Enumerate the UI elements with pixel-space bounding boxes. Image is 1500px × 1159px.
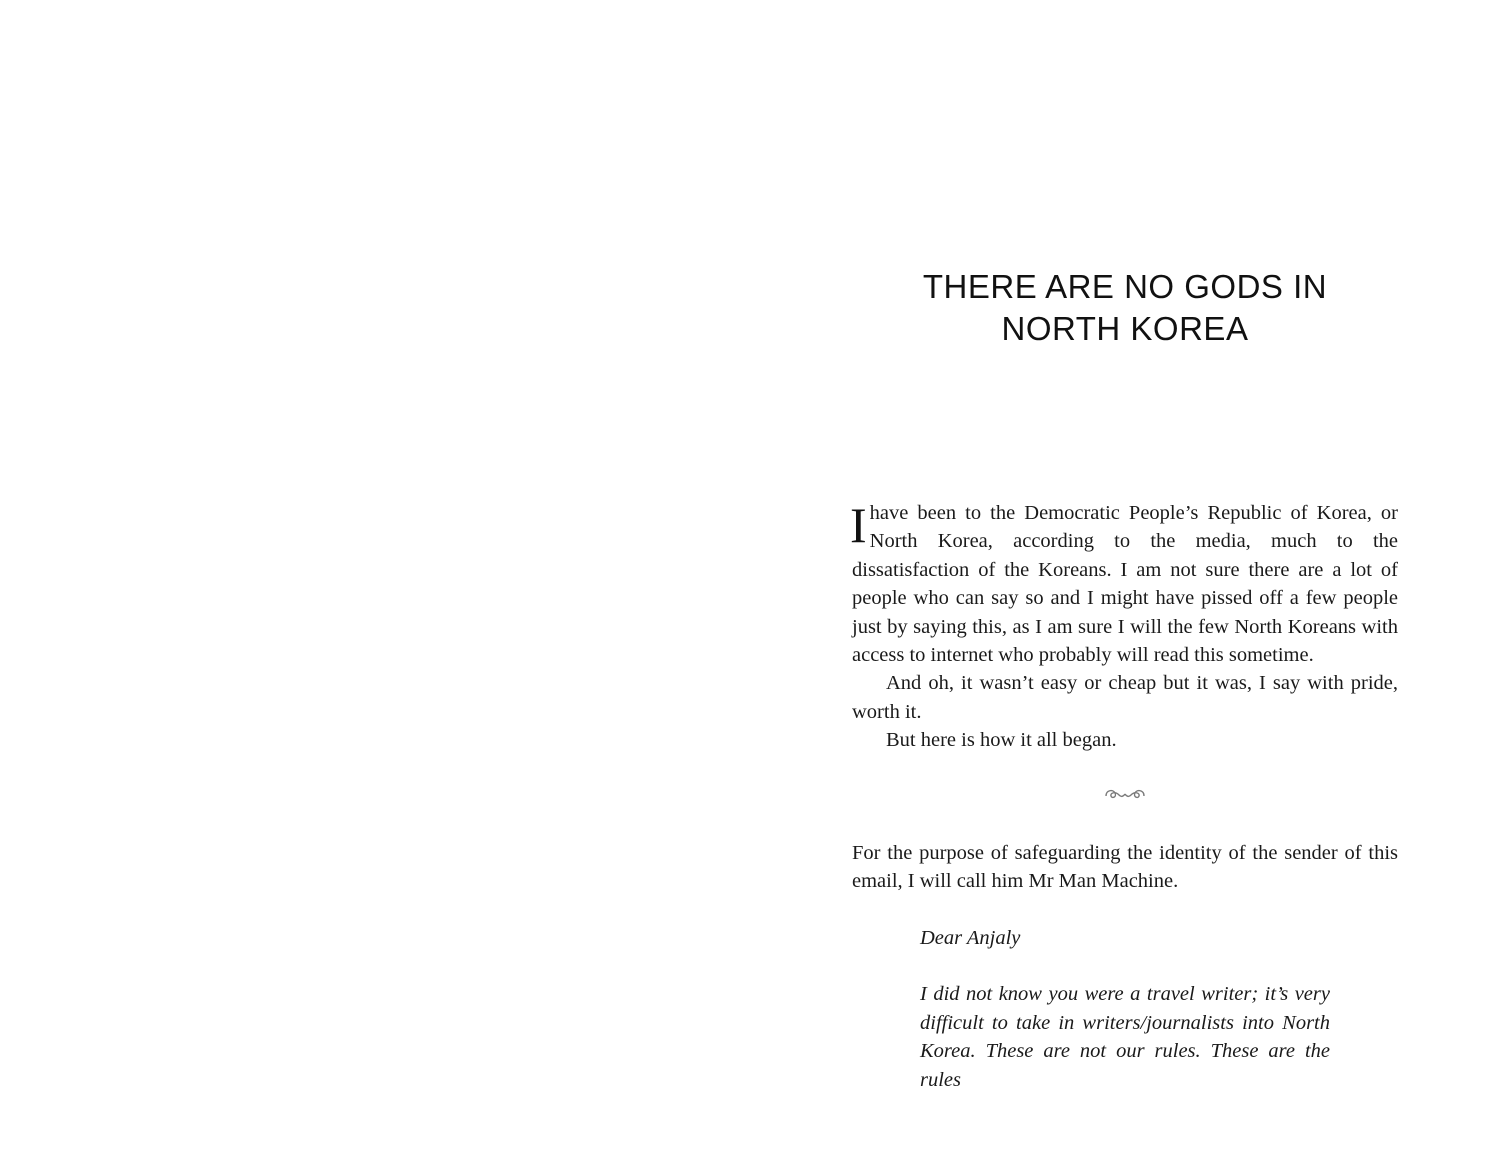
drop-cap: I: [850, 497, 867, 553]
quoted-email: [920, 924, 1330, 1122]
ornament-flourish-icon: [1103, 786, 1147, 802]
email-salutation: Dear Anjaly: [920, 927, 1021, 949]
chapter-body: [852, 499, 1398, 755]
paragraph-3: But here is how it all began.: [886, 729, 1117, 752]
email-body: I did not know you were a travel writer; it’s very difficult to take in writers/journalists into North Korea. These are not our rules. These are the rules: [920, 983, 1330, 1091]
chapter-title-line-1: THERE ARE NO GODS IN: [922, 268, 1328, 305]
section-break-ornament-icon: [852, 786, 1398, 808]
section-2-paragraph: For the purpose of safeguarding the identity of the sender of this email, I will call him Mr Man Machine.: [852, 842, 1398, 893]
opening-paragraph: [852, 499, 1398, 669]
chapter-title: [852, 266, 1398, 350]
chapter-title-line-2: NORTH KOREA: [1001, 310, 1249, 347]
opening-paragraph-text: have been to the Democratic People’s Republic of Korea, or North Korea, according to the media, much to the dissatisfaction of the Koreans. I am not sure there are a lot of people who can say so and I might have pissed off a few people just by saying this, as I am sure I will the few North Koreans with access to internet who probably will read this sometime.: [852, 502, 1398, 667]
paragraph-2: And oh, it wasn’t easy or cheap but it was, I say with pride, worth it.: [852, 672, 1398, 723]
